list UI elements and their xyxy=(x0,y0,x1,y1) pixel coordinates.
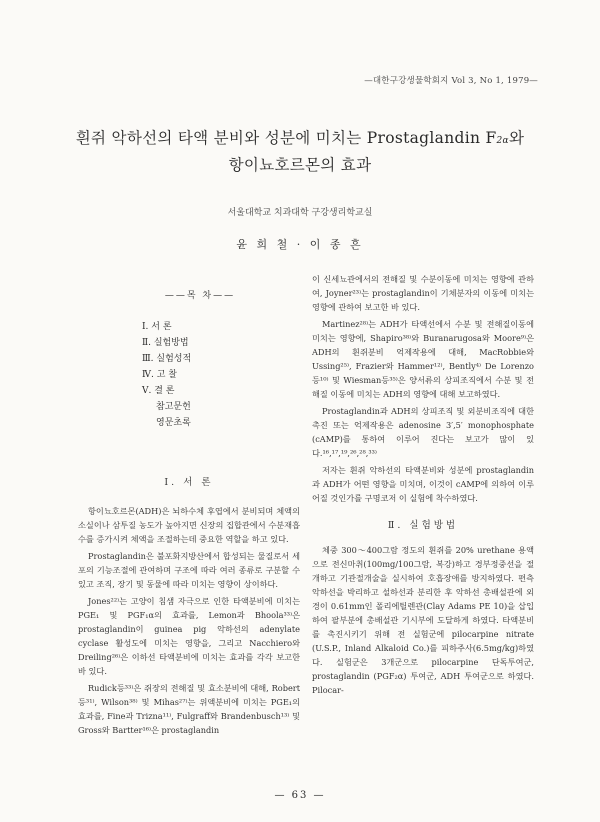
paragraph: Rudick등³³⁾은 쥐장의 전해질 및 효소분비에 대해, Robert등³¹⁾, Wilson³⁸⁾ 및 Mihas²⁷⁾는 위액분비에 미치는 PGE₁의 효과를, Fine과 Trizna¹¹⁾, Fulgraff와 Brandenbusch¹³⁾ 및 Gross와 Bartter¹⁶⁾은 prostaglandin xyxy=(78,683,300,735)
title-line-2: 항이뇨호르몬의 효과 xyxy=(228,156,372,174)
toc-item: Ⅳ. 고 찰 xyxy=(142,370,177,380)
paragraph: Martinez²⁸⁾는 ADH가 타액선에서 수분 및 전해질이동에 미치는 영향에, Shapiro³⁸⁾와 Buranarugosa와 Moore⁹⁾은 ADH의 흰쥐분비 억제작용에 대해, MacRobbie와 Ussing²⁵⁾, Frazier와 Hammer¹²⁾, Bently⁴⁾ De Lorenzo등¹⁰⁾ 및 Wiesman등³⁵⁾은 양서류의 상피조직에서 수분 및 전해질 이동에 미치는 ADH의 영향에 대해 보고하였다. xyxy=(312,319,534,399)
right-column xyxy=(312,272,534,700)
title-line-1 xyxy=(40,126,560,153)
toc-item: Ⅲ. 실험성적 xyxy=(142,354,192,364)
section-heading-intro: Ⅰ. 서 론 xyxy=(164,477,214,488)
toc-item: Ⅴ. 결 론 xyxy=(142,386,175,396)
toc-item: Ⅱ. 실험방법 xyxy=(142,338,189,348)
section-heading-methods: Ⅱ. 실험방법 xyxy=(387,520,459,531)
toc-item: Ⅰ. 서 론 xyxy=(142,322,172,332)
paragraph: 항이뇨호르몬(ADH)은 뇌하수체 후엽에서 분비되며 체액의 소실이나 삼투질 농도가 높아지면 신장의 집합관에서 수분재흡수를 증가시켜 체액을 조절하는데 중요한 역할을 하고 있다. xyxy=(78,506,300,544)
paragraph: Jones²²⁾는 고양이 침샘 자극으로 인한 타액분비에 미치는 PGE₁ 및 PGF₁α의 효과를, Lemon과 Bhoola³³⁾은 prostaglandin이 guinea pig 악하선의 adenylate cyclase 활성도에 미치는 영향을, 그리고 Nacchiero와 Dreiling²⁶⁾은 이하선 타액분비에 미치는 효과를 각각 보고한 바 있다. xyxy=(78,596,300,676)
paragraph: Prostaglandin과 ADH의 상피조직 및 외분비조직에 대한 촉진 또는 억제작용은 adenosine 3′,5′ monophosphate (cAMP)를 통하여 이루어 진다는 보고가 많이 있다.¹⁶,¹⁷,¹⁹,²⁶,²⁸,³³⁾ xyxy=(312,406,534,458)
toc-heading: ——목 차—— xyxy=(164,291,236,301)
authors: 윤 희 철 · 이 종 흔 xyxy=(236,238,364,251)
paragraph: Prostaglandin은 불포화지방산에서 합성되는 물질로서 세포의 기능조절에 관여하며 구조에 따라 여러 종류로 구분할 수 있고 조직, 장기 및 동물에 따라 미치는 영향이 상이하다. xyxy=(78,551,300,589)
paragraph: 이 신세뇨관에서의 전해질 및 수분이동에 미치는 영향에 관하여, Joyner²³⁾는 prostaglandin이 기체분자의 이동에 미치는 영향에 관하여 보고한 바 있다. xyxy=(312,274,534,312)
page-number: — 63 — xyxy=(274,790,326,801)
article-title xyxy=(40,126,560,177)
toc-item: 영문초록 xyxy=(156,418,191,428)
table-of-contents xyxy=(130,288,270,431)
title-subscript: 2α xyxy=(496,136,509,146)
left-column xyxy=(78,476,300,740)
affiliation: 서울대학교 치과대학 구강생리학교실 xyxy=(227,208,373,218)
paragraph: 저자는 흰쥐 악하선의 타액분비와 성분에 prostaglandin과 ADH가 어떤 영향을 미치며, 이것이 cAMP에 의하여 이루어질 것인가를 구명코저 이 실험에 착수하였다. xyxy=(312,465,534,503)
journal-header: —대한구강생물학회지 Vol 3, No 1, 1979— xyxy=(364,76,538,86)
title-suffix: 와 xyxy=(508,129,525,147)
toc-item: 참고문헌 xyxy=(156,402,191,412)
paragraph: 체중 300～400그람 정도의 흰쥐를 20% urethane 용액으로 전신마취(100mg/100그람, 복강)하고 경부정중선을 절개하고 기관절개술을 실시하여 호흡장애를 방지하였다. 편측 악하선을 박리하고 설하선과 분리한 후 악하선 총배설관에 외경이 0.61mm인 폴리에틸렌관(Clay Adams PE 10)을 삽입하여 팔부분에 총배설관 기시부에 도달하게 하였다. 타액분비를 촉진시키기 위해 전 실험군에 pilocarpine nitrate (U.S.P., Inland Alkaloid Co.)를 피하주사(6.5mg/kg)하였다. 실험군은 3개군으로 pilocarpine 단독투여군, prostaglandin (PGF₂α) 투여군, ADH 투여군으로 하였다. Pilocar- xyxy=(312,545,534,695)
title-text: 흰쥐 악하선의 타액 분비와 성분에 미치는 Prostaglandin F xyxy=(75,129,497,147)
